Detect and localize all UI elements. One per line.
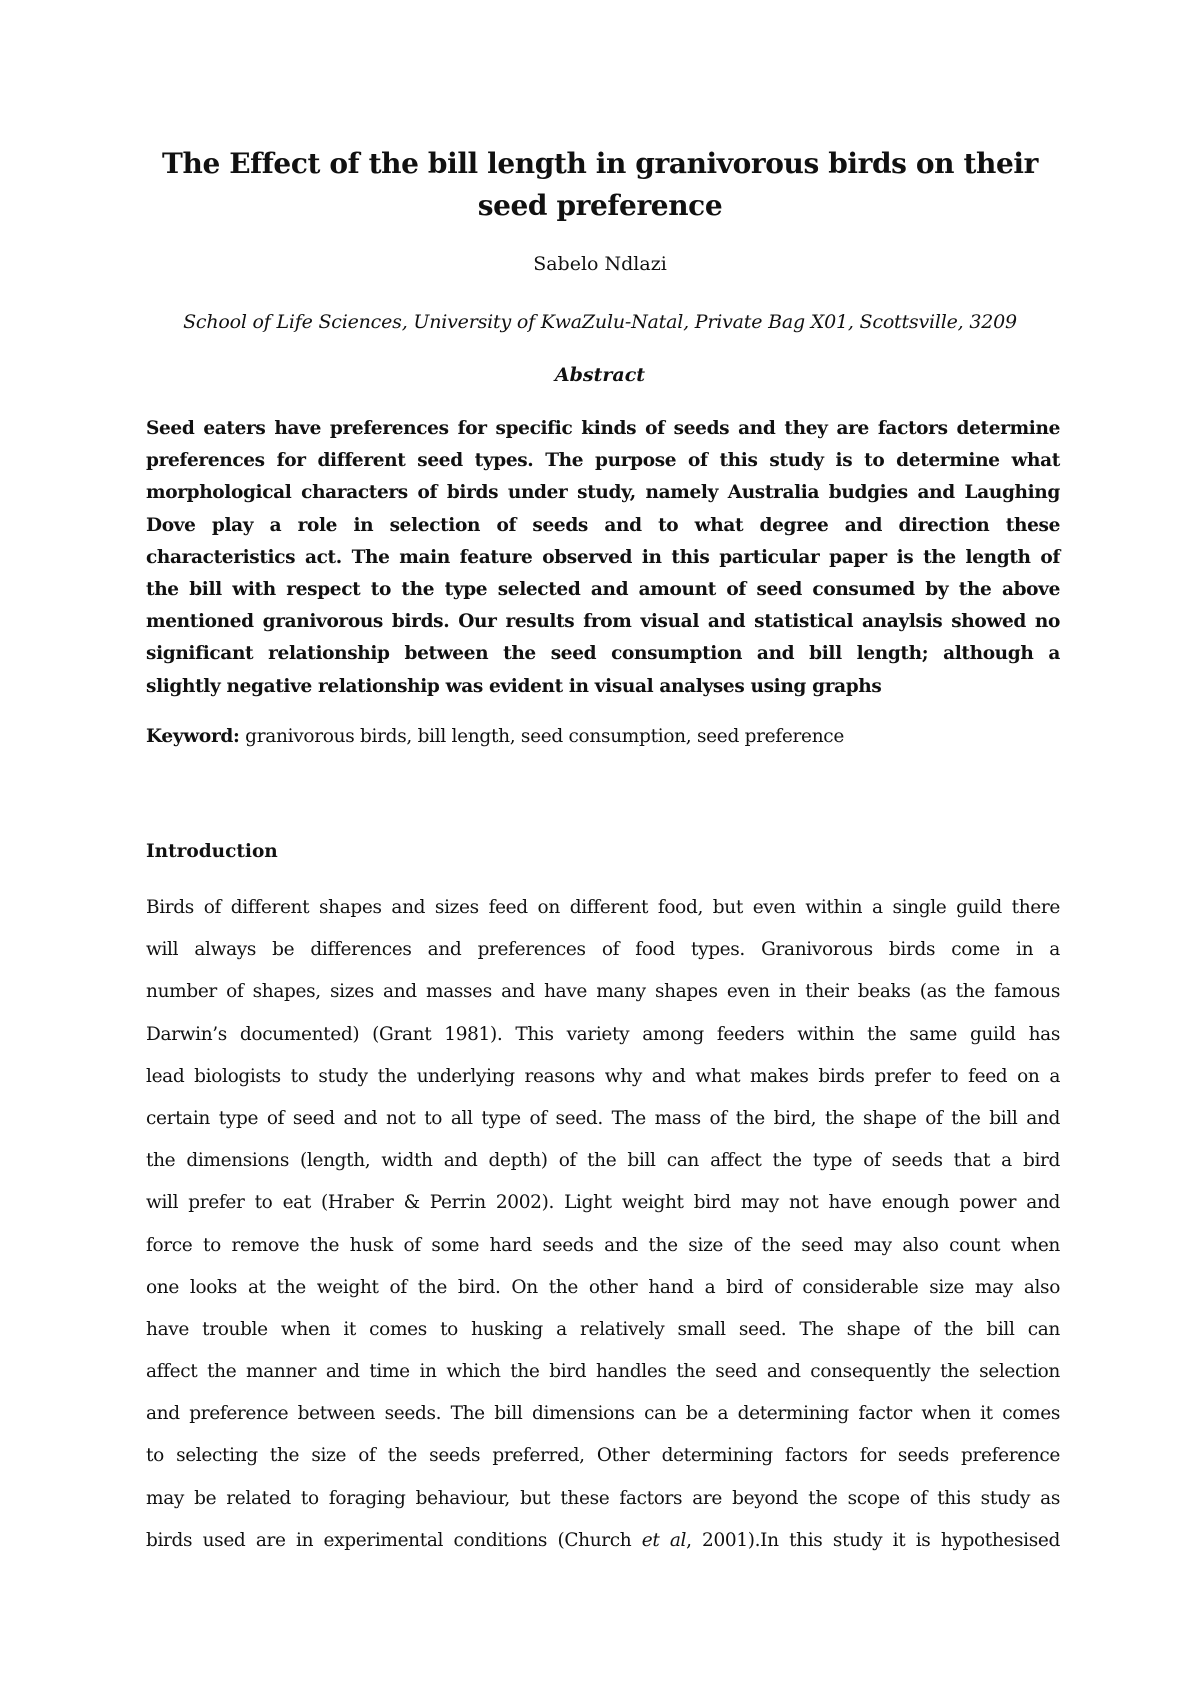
author-affiliation: School of Life Sciences, University of KwaZulu-Natal, Private Bag X01, Scottsville, 3209 [183, 311, 1017, 333]
intro-line: lead biologists to study the underlying reasons why and what makes birds prefer to feed on a [146, 1065, 1060, 1087]
intro-text-after-citation: , 2001).In this study it is hypothesised [686, 1529, 1060, 1551]
citation-et-al: et al [641, 1529, 687, 1551]
intro-line: to selecting the size of the seeds preferred, Other determining factors for seeds preference [146, 1445, 1060, 1467]
intro-line: one looks at the weight of the bird. On the other hand a bird of considerable size may also [146, 1276, 1060, 1298]
abstract-line: mentioned granivorous birds. Our results from visual and statistical anaylsis showed no [146, 611, 1060, 633]
intro-line: will always be differences and preferences of food types. Granivorous birds come in a [146, 939, 1060, 961]
intro-line: number of shapes, sizes and masses and have many shapes even in their beaks (as the famous [146, 981, 1060, 1003]
intro-line: may be related to foraging behaviour, but these factors are beyond the scope of this study as [146, 1487, 1060, 1509]
abstract-line: significant relationship between the seed consumption and bill length; although a [146, 643, 1060, 665]
keywords-label: Keyword: [146, 726, 240, 747]
abstract-line: Seed eaters have preferences for specific kinds of seeds and they are factors determine [146, 418, 1060, 439]
intro-line: have trouble when it comes to husking a relatively small seed. The shape of the bill can [146, 1318, 1060, 1340]
intro-line: and preference between seeds. The bill dimensions can be a determining factor when it comes [146, 1403, 1060, 1425]
abstract-line: slightly negative relationship was evident in visual analyses using graphs [146, 675, 882, 697]
intro-line: will prefer to eat (Hraber & Perrin 2002). Light weight bird may not have enough power and [146, 1192, 1060, 1214]
introduction-body [146, 887, 1060, 1562]
intro-line: affect the manner and time in which the bird handles the seed and consequently the selection [146, 1361, 1060, 1383]
author-name: Sabelo Ndlazi [533, 253, 667, 275]
intro-line-last [146, 1520, 1060, 1562]
abstract-body [146, 413, 1060, 703]
abstract-line: the bill with respect to the type selected and amount of seed consumed by the above [146, 578, 1060, 600]
intro-line: force to remove the husk of some hard seeds and the size of the seed may also count when [146, 1234, 1060, 1256]
abstract-heading: Abstract [554, 364, 646, 386]
paper-title: The Effect of the bill length in granivorous birds on their seed preference [162, 147, 1038, 222]
intro-line: Darwin’s documented) (Grant 1981). This variety among feeders within the same guild has [146, 1023, 1060, 1045]
abstract-line: preferences for different seed types. The purpose of this study is to determine what [146, 450, 1060, 472]
keywords [146, 722, 1060, 752]
abstract-line: characteristics act. The main feature observed in this particular paper is the length of [146, 546, 1060, 568]
introduction-heading: Introduction [146, 841, 278, 862]
intro-line: Birds of different shapes and sizes feed on different food, but even within a single guild there [146, 897, 1060, 918]
keywords-list: granivorous birds, bill length, seed consumption, seed preference [239, 726, 845, 747]
intro-text-before-citation: birds used are in experimental conditions (Church [146, 1529, 642, 1551]
abstract-line: morphological characters of birds under study, namely Australia budgies and Laughing [146, 482, 1060, 504]
intro-line: certain type of seed and not to all type of seed. The mass of the bird, the shape of the bill and [146, 1107, 1060, 1129]
abstract-line: Dove play a role in selection of seeds and to what degree and direction these [146, 514, 1060, 536]
intro-line: the dimensions (length, width and depth) of the bill can affect the type of seeds that a bird [146, 1150, 1060, 1172]
